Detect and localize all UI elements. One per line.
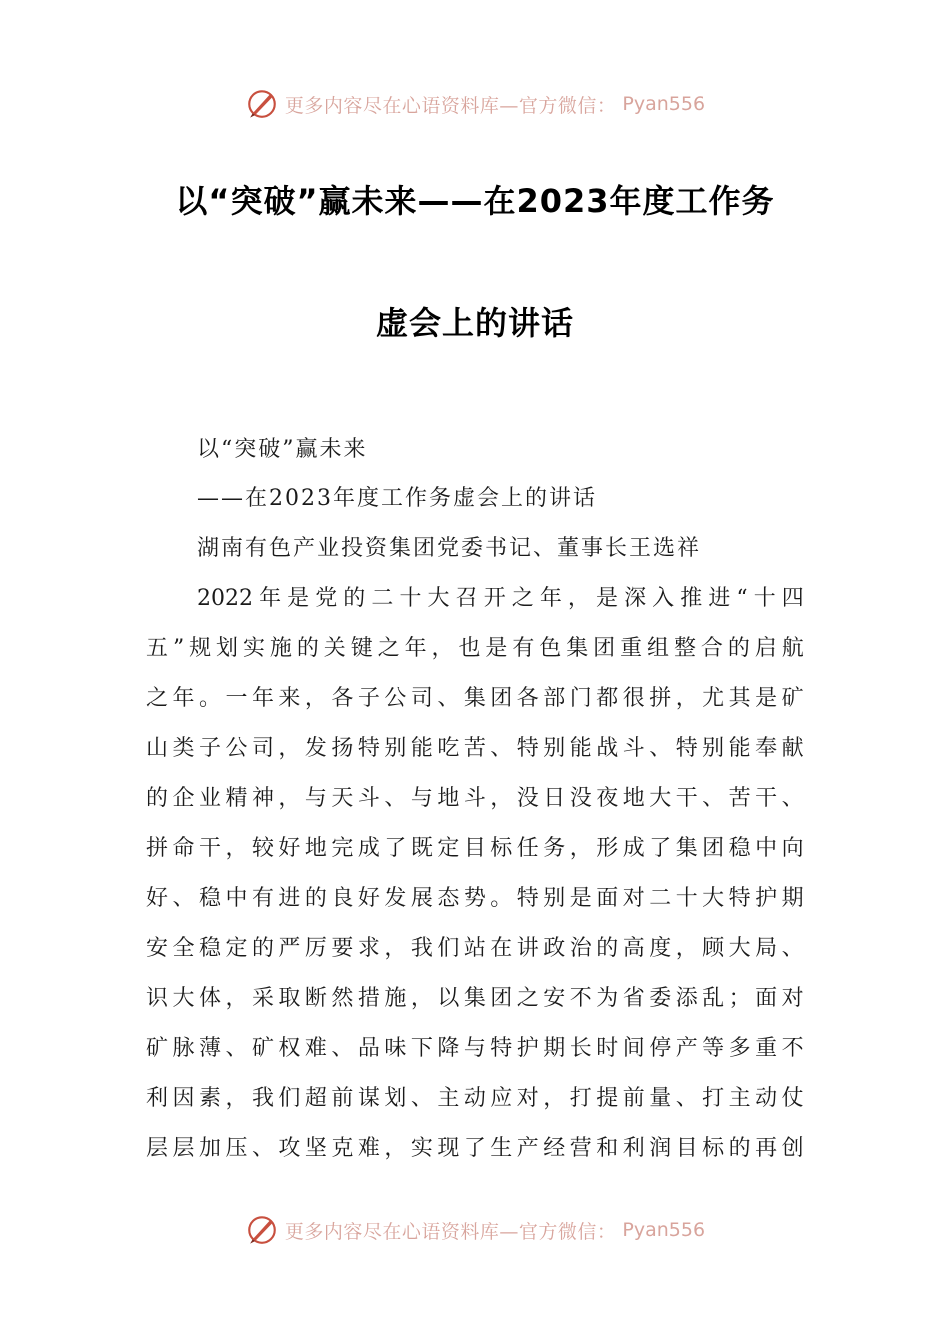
document-title-line2: 虚会上的讲话 [375, 304, 574, 342]
paragraph-line: 山 类 子 公 司 ， 发 扬 特 别 能 吃 苦 、 特 别 能 战 斗 、 特 别 能 奉 献 [146, 736, 804, 761]
paragraph-line: 安 全 稳 定 的 严 厉 要 求 ， 我 们 站 在 讲 政 治 的 高 度 ， 顾 大 局 、 [146, 936, 804, 961]
paragraph-line: 五 ” 规 划 实 施 的 关 键 之 年 ， 也 是 有 色 集 团 重 组 整 合 的 启 航 [146, 636, 804, 661]
document-title-line1: 以“突破”赢未来——在2023年度工作务 [175, 182, 775, 220]
paragraph-line: 好 、 稳 中 有 进 的 良 好 发 展 态 势 。 特 别 是 面 对 二 十 大 特 护 期 [146, 886, 804, 911]
paragraph-line: 拼 命 干 ， 较 好 地 完 成 了 既 定 目 标 任 务 ， 形 成 了 集 团 稳 中 向 [146, 836, 804, 861]
paragraph-line: 矿 脉 薄 、 矿 权 难 、 品 味 下 降 与 特 护 期 长 时 间 停 产 等 多 重 不 [146, 1036, 804, 1061]
subtitle-2: ——在2023年度工作务虚会上的讲话 [197, 486, 597, 511]
paragraph-line: 的 企 业 精 神 ， 与 天 斗 、 与 地 斗 ， 没 日 没 夜 地 大 干 、 苦 干 、 [146, 786, 804, 811]
watermark-wechat-id: Pyan556 [622, 1219, 706, 1241]
paragraph-line: 利 因 素 ， 我 们 超 前 谋 划 、 主 动 应 对 ， 打 提 前 量 、 打 主 动 仗 [146, 1086, 804, 1111]
paragraph-line: 识 大 体 ， 采 取 断 然 措 施 ， 以 集 团 之 安 不 为 省 委 添 乱 ； 面 对 [146, 986, 804, 1011]
subtitle: 以“突破”赢未来 [197, 437, 368, 462]
watermark-text: 更多内容尽在心语资料库—官方微信： [284, 94, 617, 117]
author-line: 湖南有色产业投资集团党委书记、董事长王选祥 [197, 536, 702, 561]
quill-logo-icon [245, 1213, 279, 1247]
watermark-text: 更多内容尽在心语资料库—官方微信： [284, 1220, 617, 1243]
paragraph-line: 之 年 。 一 年 来 ， 各 子 公 司 、 集 团 各 部 门 都 很 拼 ， 尤 其 是 矿 [146, 686, 804, 711]
header-watermark [0, 84, 950, 124]
quill-logo-icon [245, 87, 279, 121]
paragraph-line: 层 层 加 压 、 攻 坚 克 难 ， 实 现 了 生 产 经 营 和 利 润 目 标 的 再 创 [146, 1136, 804, 1161]
footer-watermark [0, 1210, 950, 1250]
paragraph-line: 2022 年 是 党 的 二 十 大 召 开 之 年 ， 是 深 入 推 进 “ 十 四 [197, 586, 804, 611]
watermark-wechat-id: Pyan556 [622, 93, 706, 115]
